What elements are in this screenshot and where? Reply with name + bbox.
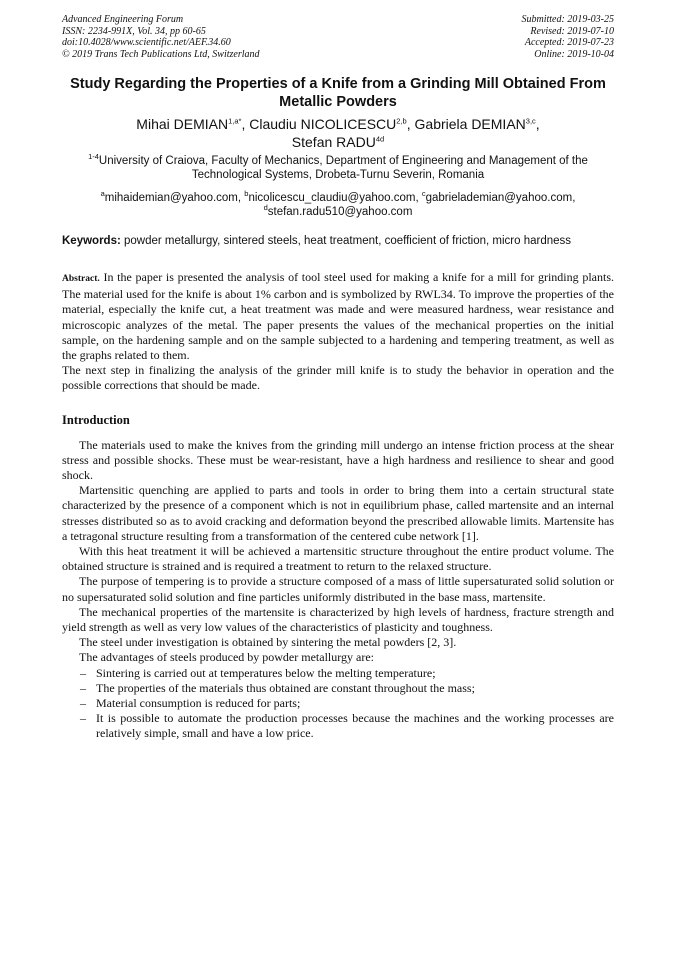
journal-info	[62, 14, 260, 60]
abstract-label: Abstract.	[62, 274, 100, 284]
list-item	[62, 681, 614, 696]
author-name: Stefan RADU	[291, 134, 376, 150]
paragraph: The materials used to make the knives from the grinding mill undergo an intense friction process at the shear stress and possible shocks. These must be wear-resistant, have a high hardness and resilience to shear and good shock.	[62, 437, 614, 483]
list-item-text: Sintering is carried out at temperatures below the melting temperature;	[96, 665, 436, 680]
email-address[interactable]: nicolicescu_claudiu@yahoo.com	[248, 192, 416, 204]
email-sep: ,	[415, 192, 422, 204]
keywords-label: Keywords:	[62, 235, 121, 247]
paragraph: The mechanical properties of the martensite is characterized by high levels of hardness, fracture strength and yield strength as well as very low values of the characteristics of plasticity and toughness.	[62, 604, 614, 635]
date-accepted: Accepted: 2019-07-23	[524, 37, 614, 48]
paper-page	[62, 14, 614, 742]
journal-copyright: © 2019 Trans Tech Publications Ltd, Switzerland	[62, 48, 260, 60]
email-sep: ,	[237, 192, 245, 204]
author-sup: 1,a*	[228, 116, 242, 126]
email-address[interactable]: gabrielademian@yahoo.com	[425, 192, 573, 204]
section-heading-introduction: Introduction	[62, 412, 130, 427]
paragraph: Martensitic quenching are applied to parts and tools in order to bring them into a certain structural state characterized by the presence of a component which is not in equilibrium phase, called martensite and an internal stresses distributed so as to avoid cracking and deformation beyond the prescribed allowable limits. Martensite has a tetragonal structure resulting from a transformation of the centered cube network [1].	[62, 483, 614, 543]
advantages-list	[62, 666, 614, 742]
author-sep: ,	[406, 116, 415, 132]
email-sup: c	[421, 189, 426, 199]
author-name: Claudiu NICOLICESCU	[249, 116, 397, 132]
list-item	[62, 666, 614, 681]
date-online: Online: 2019-10-04	[534, 48, 614, 60]
list-item-text: The properties of the materials thus obtained are constant throughout the mass;	[96, 680, 475, 695]
author-sep: ,	[535, 116, 540, 132]
journal-issn: ISSN: 2234-991X, Vol. 34, pp 60-65	[62, 25, 206, 37]
publication-dates	[522, 14, 615, 60]
keywords-text: powder metallurgy, sintered steels, heat treatment, coefficient of friction, micro hardness	[124, 235, 572, 247]
journal-doi: doi:10.4028/www.scientific.net/AEF.34.60	[62, 37, 231, 48]
email-sup: b	[244, 189, 249, 199]
paragraph: The steel under investigation is obtained by sintering the metal powders [2, 3].	[79, 635, 457, 650]
bullet-dash: –	[80, 711, 86, 726]
affiliation-text: University of Craiova, Faculty of Mechanics, Department of Engineering and Management of the Technological Systems, Drobeta-Turnu Severin, Romania	[98, 155, 588, 181]
email-list	[62, 191, 614, 219]
list-item-text: Material consumption is reduced for parts;	[96, 696, 301, 711]
paragraph: With this heat treatment it will be achieved a martensitic structure throughout the entire product volume. The obtained structure is strained and is required a treatment to return to the relaxed structure.	[62, 544, 614, 574]
date-revised: Revised: 2019-07-10	[530, 25, 614, 37]
paragraph: The purpose of tempering is to provide a structure composed of a mass of little supersaturated solid solution or no supersaturated solid solution and fine particles uniformly distributed in the base mass, martensite.	[62, 574, 614, 604]
journal-name: Advanced Engineering Forum	[62, 14, 184, 25]
paper-title: Study Regarding the Properties of a Knife from a Grinding Mill Obtained From Metallic Powders	[70, 76, 606, 110]
paragraph: The advantages of steels produced by powder metallurgy are:	[79, 650, 375, 665]
bullet-dash: –	[80, 680, 86, 695]
author-sep: ,	[241, 116, 250, 132]
abstract-paragraph	[62, 270, 614, 363]
author-sup: 3,c	[525, 116, 536, 126]
introduction-body	[62, 438, 614, 742]
author-sup: 4d	[375, 134, 385, 144]
affiliation	[62, 154, 614, 182]
abstract	[62, 270, 614, 394]
abstract-text: In the paper is presented the analysis of tool steel used for making a knife for a mill for grinding plants. The material used for the knife is about 1% carbon and is symbolized by RWL34. To improve the properties of the material, especially the knife cut, a heat treatment was made and were measured hardness, wear resistance and microscopic analyzes of the metal. The paper presents the values of the mechanical properties on the initial sample, on the hardening sample and on the sample subjected to a hardening and tempering treatment, as well as the graphs related to them.	[62, 270, 614, 363]
journal-header	[62, 14, 614, 60]
keywords	[62, 234, 614, 248]
email-address[interactable]: stefan.radu510@yahoo.com	[267, 206, 413, 218]
abstract-paragraph-2: The next step in finalizing the analysis of the grinder mill knife is to study the behavior in operation and the possible corrections that should be made.	[62, 363, 614, 393]
list-item	[62, 696, 614, 711]
author-list	[62, 115, 614, 151]
list-item	[62, 711, 614, 741]
email-sup: d	[263, 203, 268, 213]
bullet-dash: –	[80, 665, 86, 680]
author-name: Mihai DEMIAN	[136, 116, 229, 132]
list-item-text: It is possible to automate the production processes because the machines and the working processes are relatively simple, small and have a low price.	[96, 711, 614, 741]
author-name: Gabriela DEMIAN	[414, 116, 526, 132]
date-submitted: Submitted: 2019-03-25	[521, 14, 614, 25]
affiliation-sup: 1-4	[88, 152, 99, 162]
author-sup: 2,b	[396, 116, 407, 126]
email-sup: a	[100, 189, 105, 199]
email-sep: ,	[572, 192, 576, 204]
email-address[interactable]: mihaidemian@yahoo.com	[104, 192, 238, 204]
bullet-dash: –	[80, 696, 86, 711]
